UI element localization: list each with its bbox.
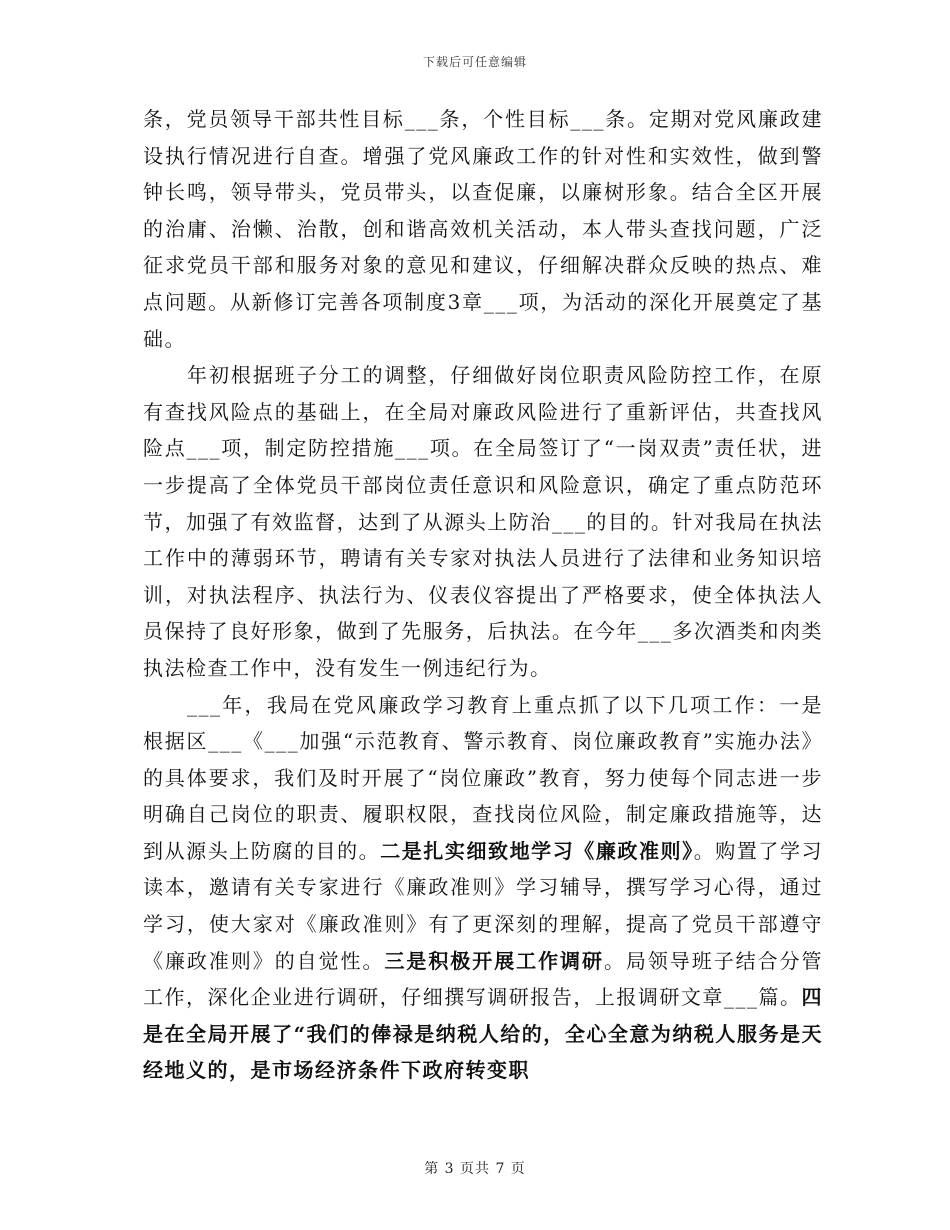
paragraph-3-bold-item-3: 三是积极开展工作调研 bbox=[384, 948, 604, 973]
paragraph-2 bbox=[143, 357, 823, 686]
paragraph-1-text: 条，党员领导干部共性目标___条，个性目标___条。定期对党风廉政建设执行情况进行自查。增强了党风廉政工作的针对性和实效性，做到警钟长鸣，领导带头，党员带头，以查促廉，以廉树形象。结合全区开展的治庸、治懒、治散，创和谐高效机关活动，本人带头查找问题，广泛征求党员干部和服务对象的意见和建议，仔细解决群众反映的热点、难点问题。从新修订完善各项制度3章___项，为活动的深化开展奠定了基础。 bbox=[143, 107, 823, 351]
paragraph-3 bbox=[143, 687, 823, 1090]
paragraph-3-bold-item-4: 四是在全局开展了“我们的俸禄是纳税人给的，全心全意为纳税人服务是天经地义的，是市场经济条件下政府转变职 bbox=[143, 985, 823, 1083]
paragraph-2-text: 年初根据班子分工的调整，仔细做好岗位职责风险防控工作，在原有查找风险点的基础上，在全局对廉政风险进行了重新评估，共查找风险点___项，制定防控措施___项。在全局签订了“一岗双责”责任状，进一步提高了全体党员干部岗位责任意识和风险意识，确定了重点防范环节，加强了有效监督，达到了从源头上防治___的目的。针对我局在执法工作中的薄弱环节，聘请有关专家对执法人员进行了法律和业务知识培训，对执法程序、执法行为、仪表仪容提出了严格要求，使全体执法人员保持了良好形象，做到了先服务，后执法。在今年___多次酒类和肉类执法检查工作中，没有发生一例违纪行为。 bbox=[143, 363, 823, 680]
paragraph-1 bbox=[143, 101, 823, 357]
page-header: 下载后可任意编辑 bbox=[422, 55, 527, 69]
document-body bbox=[143, 101, 823, 1089]
paragraph-3-text-2: 。购置了学习读本，邀请有关专家进行《廉政准则》学习辅导，撰写学习心得，通过学习，使大家对《廉政准则》有了更深刻的理解，提高了党员干部遵守《廉政准则》的自觉性。 bbox=[143, 838, 824, 973]
paragraph-3-bold-item-2: 二是扎实细致地学习《廉政准则》 bbox=[380, 838, 694, 863]
paragraph-3-text-3: 。局领导班子结合分管工作，深化企业进行调研，仔细撰写调研报告，上报调研文章___篇。 bbox=[143, 948, 824, 1010]
page-footer: 第 3 页共 7 页 bbox=[424, 1161, 526, 1177]
paragraph-3-text: ___年，我局在党风廉政学习教育上重点抓了以下几项工作：一是根据区___《___加强“示范教育、警示教育、岗位廉政教育”实施办法》的具体要求，我们及时开展了“岗位廉政”教育，努力使每个同志进一步明确自己岗位的职责、履职权限，查找岗位风险，制定廉政措施等，达到从源头上防腐的目的。 bbox=[143, 692, 823, 863]
